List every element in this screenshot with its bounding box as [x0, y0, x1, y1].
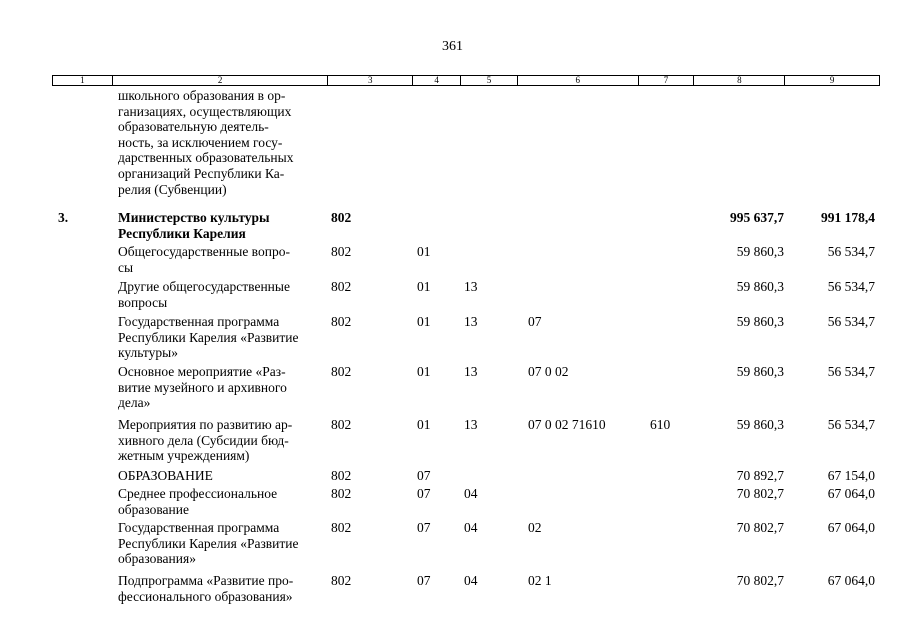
column-header-5: 5 [460, 76, 517, 85]
row-name: Государственная программа Республики Карелия «Развитие культуры» [118, 314, 299, 361]
column-header-1: 1 [80, 75, 85, 85]
row-name: Подпрограмма «Развитие про- фессионального образования» [118, 573, 294, 604]
section-code: 07 [417, 468, 431, 483]
column-header-2: 2 [112, 76, 327, 85]
amount-year-1: 59 860,3 [736, 417, 784, 432]
amount-year-1: 59 860,3 [736, 364, 784, 379]
amount-year-2: 67 064,0 [827, 520, 875, 535]
row-name: Государственная программа Республики Карелия «Развитие образования» [118, 520, 299, 567]
ministry-code: 802 [331, 573, 352, 588]
section-code: 01 [417, 314, 431, 329]
section-code: 01 [417, 279, 431, 294]
amount-year-2: 67 154,0 [827, 468, 875, 483]
section-code: 07 [417, 520, 431, 535]
amount-year-2: 56 534,7 [827, 417, 875, 432]
column-header-9: 9 [784, 76, 879, 85]
target-article-code: 07 0 02 [528, 364, 569, 379]
target-article-code: 07 [528, 314, 542, 329]
section-code: 01 [417, 244, 431, 259]
amount-year-2: 67 064,0 [827, 486, 875, 501]
column-header-6: 6 [517, 76, 638, 85]
amount-year-2: 67 064,0 [827, 573, 875, 588]
row-name: Мероприятия по развитию ар- хивного дела (Субсидии бюд- жетным учреждениям) [118, 417, 293, 464]
amount-year-1: 70 802,7 [736, 486, 784, 501]
page-number: 361 [442, 39, 463, 54]
ministry-code: 802 [331, 417, 352, 432]
section-code: 07 [417, 486, 431, 501]
column-header-7: 7 [638, 76, 694, 85]
amount-year-2: 56 534,7 [827, 279, 875, 294]
ministry-code: 802 [331, 520, 352, 535]
column-header-3: 3 [327, 76, 412, 85]
target-article-code: 02 1 [528, 573, 552, 588]
amount-year-1: 70 892,7 [736, 468, 784, 483]
amount-year-1: 59 860,3 [736, 279, 784, 294]
amount-year-2: 991 178,4 [821, 210, 875, 225]
amount-year-1: 59 860,3 [736, 244, 784, 259]
section-code: 01 [417, 417, 431, 432]
row-name: Основное мероприятие «Раз- витие музейного и архивного дела» [118, 364, 287, 411]
row-name: школьного образования в ор- ганизациях, осуществляющих образовательную деятель- ность, за исключением госу- дарственных образовательных организаций Республики Ка- релия (Субвенции) [118, 88, 294, 197]
amount-year-1: 70 802,7 [736, 520, 784, 535]
subsection-code: 04 [464, 520, 478, 535]
row-name: Другие общегосударственные вопросы [118, 279, 290, 310]
section-code: 07 [417, 573, 431, 588]
ministry-code: 802 [331, 244, 352, 259]
amount-year-1: 59 860,3 [736, 314, 784, 329]
subsection-code: 04 [464, 573, 478, 588]
amount-year-2: 56 534,7 [827, 244, 875, 259]
subsection-code: 13 [464, 314, 478, 329]
subsection-code: 04 [464, 486, 478, 501]
subsection-code: 13 [464, 364, 478, 379]
ministry-code: 802 [331, 210, 352, 225]
ministry-code: 802 [331, 364, 352, 379]
row-number: 3. [58, 210, 69, 225]
ministry-code: 802 [331, 468, 352, 483]
amount-year-1: 70 802,7 [736, 573, 784, 588]
row-name: Министерство культуры Республики Карелия [118, 210, 270, 241]
row-name: ОБРАЗОВАНИЕ [118, 468, 213, 483]
table-header [52, 75, 880, 86]
subsection-code: 13 [464, 417, 478, 432]
amount-year-2: 56 534,7 [827, 364, 875, 379]
column-header-4: 4 [412, 76, 460, 85]
row-name: Среднее профессиональное образование [118, 486, 278, 517]
section-code: 01 [417, 364, 431, 379]
row-name: Общегосударственные вопро- сы [118, 244, 290, 275]
subsection-code: 13 [464, 279, 478, 294]
column-header-8: 8 [693, 76, 784, 85]
target-article-code: 02 [528, 520, 542, 535]
ministry-code: 802 [331, 314, 352, 329]
amount-year-1: 995 637,7 [730, 210, 784, 225]
expense-type-code: 610 [650, 417, 671, 432]
ministry-code: 802 [331, 486, 352, 501]
ministry-code: 802 [331, 279, 352, 294]
amount-year-2: 56 534,7 [827, 314, 875, 329]
target-article-code: 07 0 02 71610 [528, 417, 606, 432]
